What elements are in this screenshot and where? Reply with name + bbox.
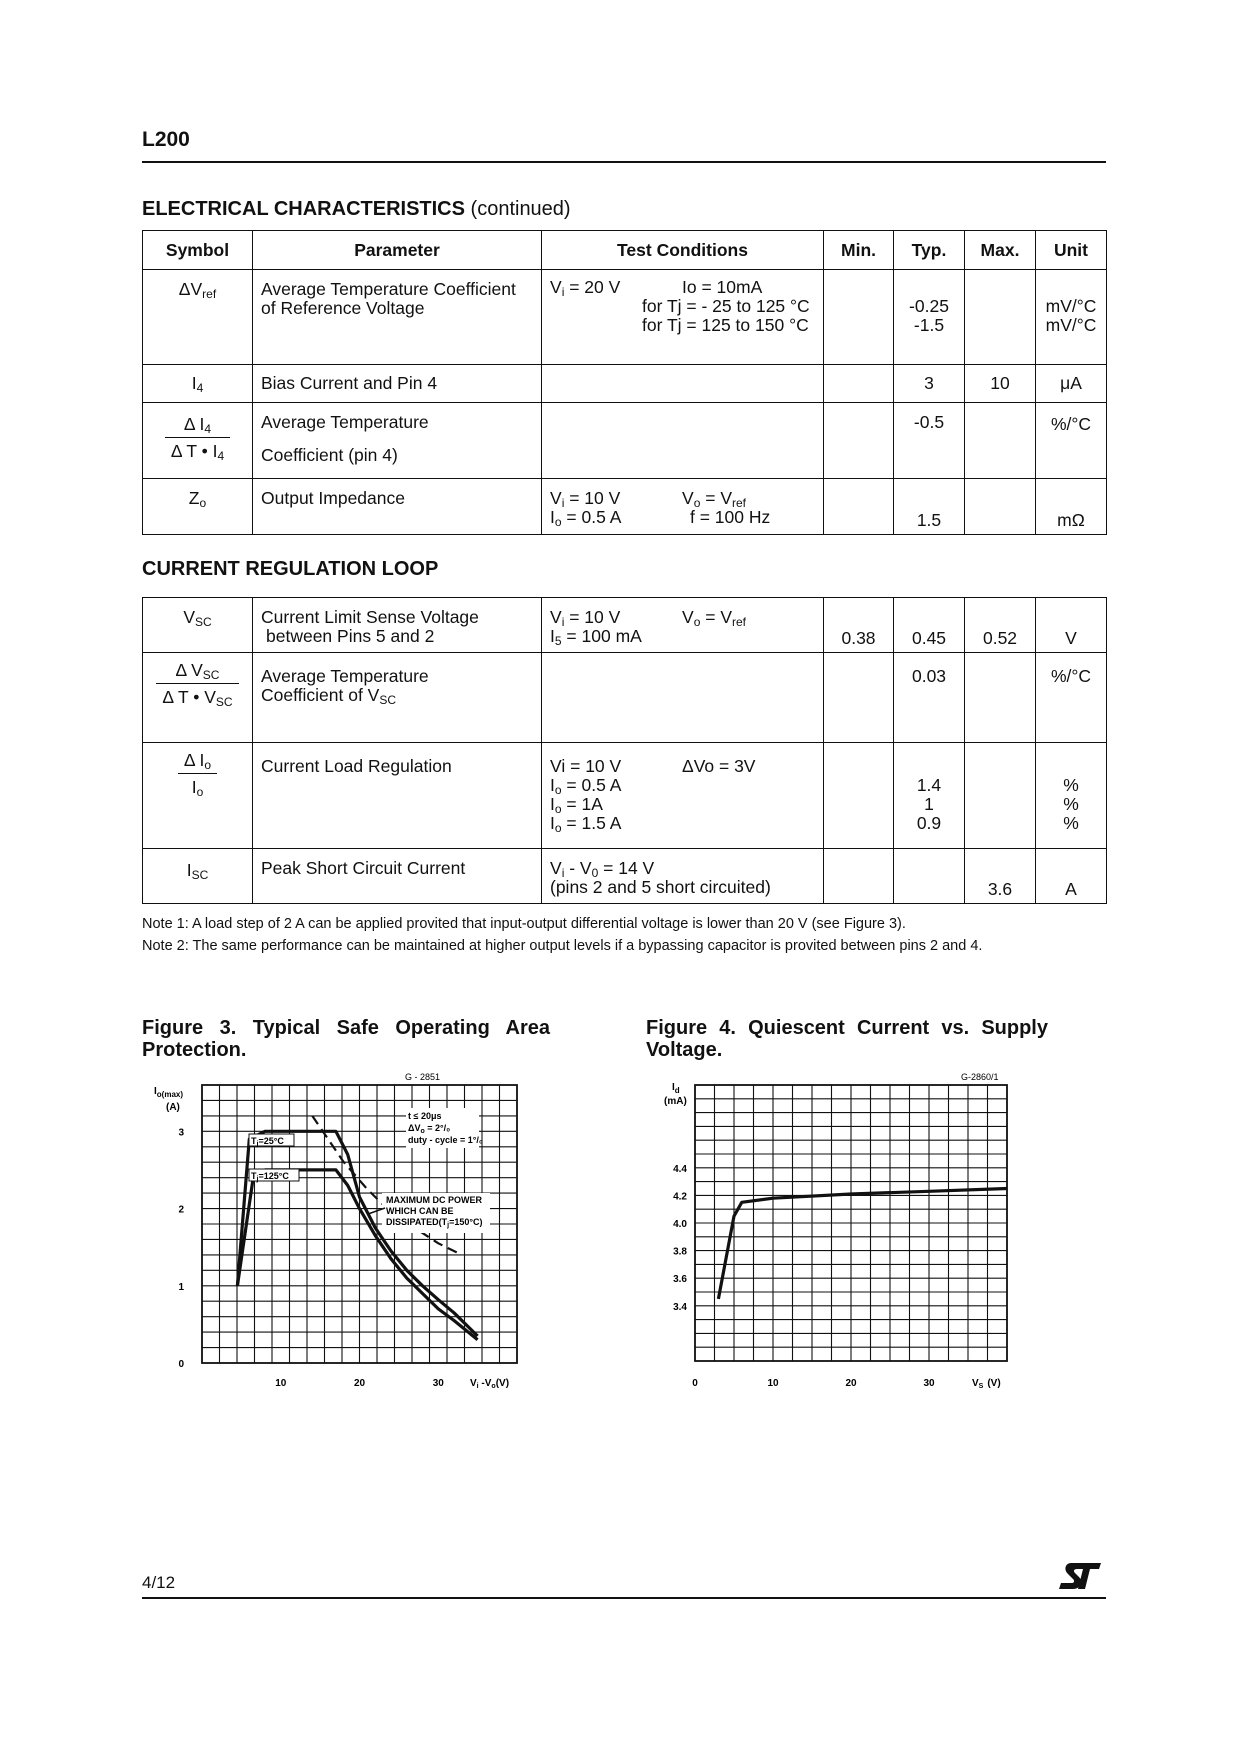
min-cell — [824, 743, 894, 849]
tc-text: = 1A — [561, 794, 603, 814]
symbol-fraction — [156, 661, 238, 707]
x-axis-label: $V_i$ $-V_o(V)$ — [470, 1378, 510, 1390]
typ-value: -1.5 — [913, 315, 945, 335]
y-tick-label: 1 — [178, 1281, 184, 1293]
max-cell: 3.6 — [965, 849, 1036, 904]
x-tick-label: 20 — [845, 1378, 857, 1389]
st-logo-icon — [1057, 1561, 1103, 1591]
notes — [142, 913, 982, 957]
symbol-subscript: SC — [215, 695, 233, 709]
symbol-cell — [143, 849, 253, 904]
typ-cell — [894, 849, 965, 904]
tc-text: I — [550, 507, 555, 527]
y-tick-label: 4.2 — [673, 1191, 687, 1203]
x-tick-label: 10 — [275, 1378, 287, 1389]
tc-sub: 5 — [554, 634, 562, 648]
test-conditions-cell — [542, 365, 824, 403]
typ-value: 1 — [924, 794, 934, 814]
table-row — [143, 479, 1107, 535]
tc-text: = 100 mA — [561, 626, 642, 646]
typ-cell — [894, 270, 965, 365]
y-axis-unit: (A) — [166, 1102, 180, 1113]
figure-4-title: Figure 4. Quiescent Current vs. Supply Voltage. — [646, 1017, 1048, 1061]
tc-sub: ref — [732, 496, 747, 510]
note-2: Note 2: The same performance can be maintained at higher output levels if a bypassing capacitor is provited between pins 2 and 4. — [142, 938, 983, 954]
symbol-fraction — [178, 751, 217, 797]
unit-value: mV/°C — [1045, 296, 1097, 316]
test-conditions-cell — [542, 849, 824, 904]
max-cell — [965, 743, 1036, 849]
unit-cell: %/°C — [1036, 403, 1107, 479]
unit-value: % — [1063, 775, 1079, 795]
tc-sub: ref — [732, 615, 747, 629]
note-1: Note 1: A load step of 2 A can be applied provited that input-output differential voltage is lower than 20 V (see Figure 3). — [142, 916, 906, 932]
annotation-pulse-conditions — [406, 1108, 483, 1148]
tc-text: V — [550, 488, 562, 508]
min-cell — [824, 270, 894, 365]
tc-text: = V — [700, 607, 732, 627]
parameter-text: Average Temperature — [261, 412, 429, 432]
test-conditions-cell — [542, 403, 824, 479]
col-header-test-conditions: Test Conditions — [542, 231, 824, 270]
svg-text:WHICH CAN BE: WHICH CAN BE — [386, 1206, 454, 1216]
x-tick-label: 0 — [692, 1378, 698, 1389]
parameter-text: Average Temperature — [261, 666, 429, 686]
symbol-subscript: o — [196, 785, 204, 799]
max-cell — [965, 479, 1036, 535]
tc-text: Vi = 10 V — [550, 756, 622, 776]
symbol-cell — [143, 365, 253, 403]
symbol-fraction — [165, 415, 230, 461]
parameter-cell: Peak Short Circuit Current — [253, 849, 542, 904]
x-tick-label: 20 — [353, 1378, 366, 1389]
parameter-text: between Pins 5 and 2 — [266, 626, 435, 646]
y-tick-label: 4.0 — [673, 1219, 687, 1230]
parameter-cell: Output Impedance — [253, 479, 542, 535]
y-tick-label: 3.4 — [673, 1301, 687, 1313]
tc-sub: i — [561, 496, 565, 510]
test-conditions-cell — [542, 743, 824, 849]
x-axis-label: $V_S$ (V) — [972, 1378, 1001, 1390]
svg-text:Tj=25°C: $T_j=25^\circ C$ — [251, 1136, 284, 1148]
tc-text: f = 100 Hz — [690, 507, 771, 527]
header-rule — [142, 161, 1106, 163]
unit-cell: V — [1036, 598, 1107, 653]
annotation-tj25 — [249, 1134, 294, 1148]
fraction-numerator: Δ I — [183, 414, 205, 434]
table-row — [143, 653, 1107, 743]
fraction-denominator: Δ T • I — [170, 441, 218, 461]
symbol-cell — [143, 653, 253, 743]
svg-text:MAXIMUM DC POWER: MAXIMUM DC POWER — [386, 1195, 482, 1205]
test-conditions-cell — [542, 653, 824, 743]
symbol-subscript: ref — [202, 287, 217, 301]
table-header-row — [143, 231, 1107, 270]
section-title-electrical — [142, 198, 571, 221]
y-axis-unit: (mA) — [664, 1096, 687, 1107]
series-line — [718, 1189, 1007, 1299]
table-row — [143, 743, 1107, 849]
parameter-text: Current Limit Sense Voltage — [261, 607, 479, 627]
symbol-subscript: 4 — [204, 422, 212, 436]
unit-cell — [1036, 270, 1107, 365]
x-tick-label: 30 — [923, 1378, 935, 1389]
fraction-numerator: Δ I — [183, 750, 205, 770]
symbol-subscript: SC — [195, 615, 212, 629]
typ-cell — [894, 743, 965, 849]
fraction-denominator: I — [191, 777, 197, 797]
y-tick-label: 3.6 — [673, 1274, 687, 1286]
col-header-max: Max. — [965, 231, 1036, 270]
y-axis-label: $I_d$ — [672, 1082, 680, 1095]
symbol-cell — [143, 479, 253, 535]
y-tick-label: 4.4 — [673, 1163, 687, 1175]
parameter-cell: Bias Current and Pin 4 — [253, 365, 542, 403]
current-regulation-table — [142, 597, 1107, 904]
table-row — [143, 365, 1107, 403]
typ-cell: 3 — [894, 365, 965, 403]
symbol-cell — [143, 598, 253, 653]
tc-text: V — [550, 277, 562, 297]
symbol-subscript: 4 — [196, 381, 204, 395]
section-subtitle: (continued) — [470, 198, 571, 220]
unit-cell: A — [1036, 849, 1107, 904]
tc-text: = 0.5 A — [561, 775, 622, 795]
symbol-text: Z — [188, 488, 200, 508]
parameter-cell: Current Load Regulation — [253, 743, 542, 849]
symbol-subscript: SC — [202, 668, 220, 682]
tc-text: I — [550, 626, 555, 646]
tc-text: V — [550, 858, 562, 878]
tc-sub: o — [693, 496, 701, 510]
symbol-text: V — [183, 607, 195, 627]
min-cell: 0.38 — [824, 598, 894, 653]
svg-text:Tj=125°C: $T_j=125^\circ C$ — [251, 1171, 289, 1183]
chart-grid — [695, 1085, 1007, 1361]
col-header-parameter: Parameter — [253, 231, 542, 270]
tc-text: = 20 V — [564, 277, 621, 297]
tc-text: (pins 2 and 5 short circuited) — [550, 877, 771, 897]
table-row — [143, 849, 1107, 904]
typ-cell: -0.5 — [894, 403, 965, 479]
tc-text: = V — [700, 488, 732, 508]
min-cell — [824, 653, 894, 743]
typ-cell: 1.5 — [894, 479, 965, 535]
symbol-cell — [143, 403, 253, 479]
svg-text:ΔVo = 2°/₀: $\Delta V_o = 2^\circ/_0$ — [408, 1123, 451, 1135]
tc-sub: o — [554, 515, 562, 529]
x-tick-labels — [692, 1378, 935, 1389]
tc-text: = 0.5 A — [561, 507, 622, 527]
tc-text: = 10 V — [564, 607, 621, 627]
tc-sub: 0 — [591, 866, 599, 880]
max-cell — [965, 653, 1036, 743]
figure-code: G-2860/1 — [961, 1072, 999, 1082]
fraction-denominator: Δ T • V — [162, 687, 216, 707]
parameter-cell — [253, 403, 542, 479]
y-tick-label: 3.8 — [673, 1246, 687, 1258]
tc-text: V — [682, 488, 694, 508]
tc-text: I — [550, 775, 555, 795]
table-row — [143, 403, 1107, 479]
x-tick-label: 30 — [432, 1378, 444, 1389]
unit-cell: μA — [1036, 365, 1107, 403]
tc-sub: i — [561, 285, 565, 299]
y-tick-labels — [178, 1127, 184, 1370]
unit-cell — [1036, 743, 1107, 849]
table-row — [143, 270, 1107, 365]
parameter-text: Coefficient of V — [261, 685, 380, 705]
test-conditions-cell — [542, 598, 824, 653]
unit-cell: %/°C — [1036, 653, 1107, 743]
symbol-subscript: o — [199, 496, 207, 510]
page-number: 4/12 — [142, 1573, 176, 1592]
figure-code: G - 2851 — [405, 1072, 441, 1082]
fraction-numerator: Δ V — [175, 660, 203, 680]
section-title-current-regulation: CURRENT REGULATION LOOP — [142, 558, 439, 580]
symbol-text: ΔV — [178, 279, 203, 299]
annotation-max-dc-power — [368, 1193, 490, 1233]
tc-sub: o — [554, 783, 562, 797]
typ-cell: 0.03 — [894, 653, 965, 743]
parameter-subscript: SC — [379, 693, 397, 707]
tc-sub: o — [693, 615, 701, 629]
svg-text:DISSIPATED(Tj=150°C): $DISSIPATED(T_j=150^\circ C)$ — [386, 1217, 483, 1229]
tc-text: = 14 V — [598, 858, 655, 878]
max-cell: 0.52 — [965, 598, 1036, 653]
typ-value: 1.4 — [916, 775, 942, 795]
x-tick-label: 10 — [767, 1378, 779, 1389]
tc-text: for Tj = - 25 to 125 °C — [642, 296, 810, 316]
svg-text:duty - cycle = 1°/₀: duty - cycle = 1°/₀ — [408, 1135, 483, 1145]
col-header-unit: Unit — [1036, 231, 1107, 270]
col-header-typ: Typ. — [894, 231, 965, 270]
col-header-min: Min. — [824, 231, 894, 270]
tc-sub: i — [561, 866, 565, 880]
chart-series-lines — [718, 1189, 1007, 1299]
figure-3-title: Figure 3. Typical Safe Operating Area Protection. — [142, 1017, 550, 1061]
symbol-subscript: SC — [191, 868, 209, 882]
tc-text: = 10 V — [564, 488, 621, 508]
tc-text: V — [550, 607, 562, 627]
typ-value: -0.25 — [909, 296, 949, 316]
symbol-subscript: o — [204, 758, 212, 772]
min-cell — [824, 849, 894, 904]
table-row — [143, 598, 1107, 653]
y-axis-label: $I_{o(max)}$ — [154, 1086, 184, 1099]
max-cell — [965, 403, 1036, 479]
typ-value: 0.9 — [916, 813, 942, 833]
parameter-text: Coefficient (pin 4) — [261, 445, 398, 465]
y-tick-label: 2 — [178, 1204, 184, 1216]
section-title-text: ELECTRICAL CHARACTERISTICS — [142, 198, 465, 220]
tc-sub: o — [554, 802, 562, 816]
unit-value: mV/°C — [1045, 315, 1097, 335]
symbol-cell — [143, 270, 253, 365]
tc-sub: i — [561, 615, 565, 629]
typ-cell: 0.45 — [894, 598, 965, 653]
tc-text: I — [550, 794, 555, 814]
document-header-title: L200 — [142, 128, 190, 151]
x-tick-labels — [275, 1378, 444, 1389]
parameter-cell — [253, 653, 542, 743]
min-cell — [824, 479, 894, 535]
max-cell — [965, 270, 1036, 365]
y-tick-label: 0 — [178, 1359, 184, 1370]
parameter-cell — [253, 598, 542, 653]
tc-sub: o — [554, 821, 562, 835]
symbol-text: I — [191, 373, 197, 393]
svg-text:t ≤ 20μs: t ≤ 20μs — [408, 1111, 442, 1121]
test-conditions-cell — [542, 270, 824, 365]
min-cell — [824, 365, 894, 403]
col-header-symbol: Symbol — [143, 231, 253, 270]
symbol-cell — [143, 743, 253, 849]
tc-text: = 1.5 A — [561, 813, 622, 833]
max-cell: 10 — [965, 365, 1036, 403]
footer-rule — [142, 1597, 1106, 1599]
y-tick-label: 3 — [178, 1127, 184, 1139]
annotation-tj125 — [249, 1169, 299, 1183]
test-conditions-cell — [542, 479, 824, 535]
y-tick-labels — [673, 1164, 687, 1313]
unit-value: % — [1063, 813, 1079, 833]
tc-text: I — [550, 813, 555, 833]
parameter-cell: Average Temperature Coefficient of Reference Voltage — [253, 270, 542, 365]
tc-text: for Tj = 125 to 150 °C — [642, 315, 809, 335]
symbol-text: I — [186, 860, 192, 880]
electrical-characteristics-table — [142, 230, 1107, 535]
tc-text: - V — [564, 858, 592, 878]
figure-4-chart — [650, 1068, 1030, 1398]
symbol-subscript: 4 — [217, 449, 225, 463]
figure-3-chart — [140, 1068, 540, 1398]
min-cell — [824, 403, 894, 479]
tc-text: V — [682, 607, 694, 627]
tc-text: Io = 10mA — [682, 277, 763, 297]
unit-value: % — [1063, 794, 1079, 814]
tc-text: ΔVo = 3V — [682, 756, 756, 776]
unit-cell: mΩ — [1036, 479, 1107, 535]
